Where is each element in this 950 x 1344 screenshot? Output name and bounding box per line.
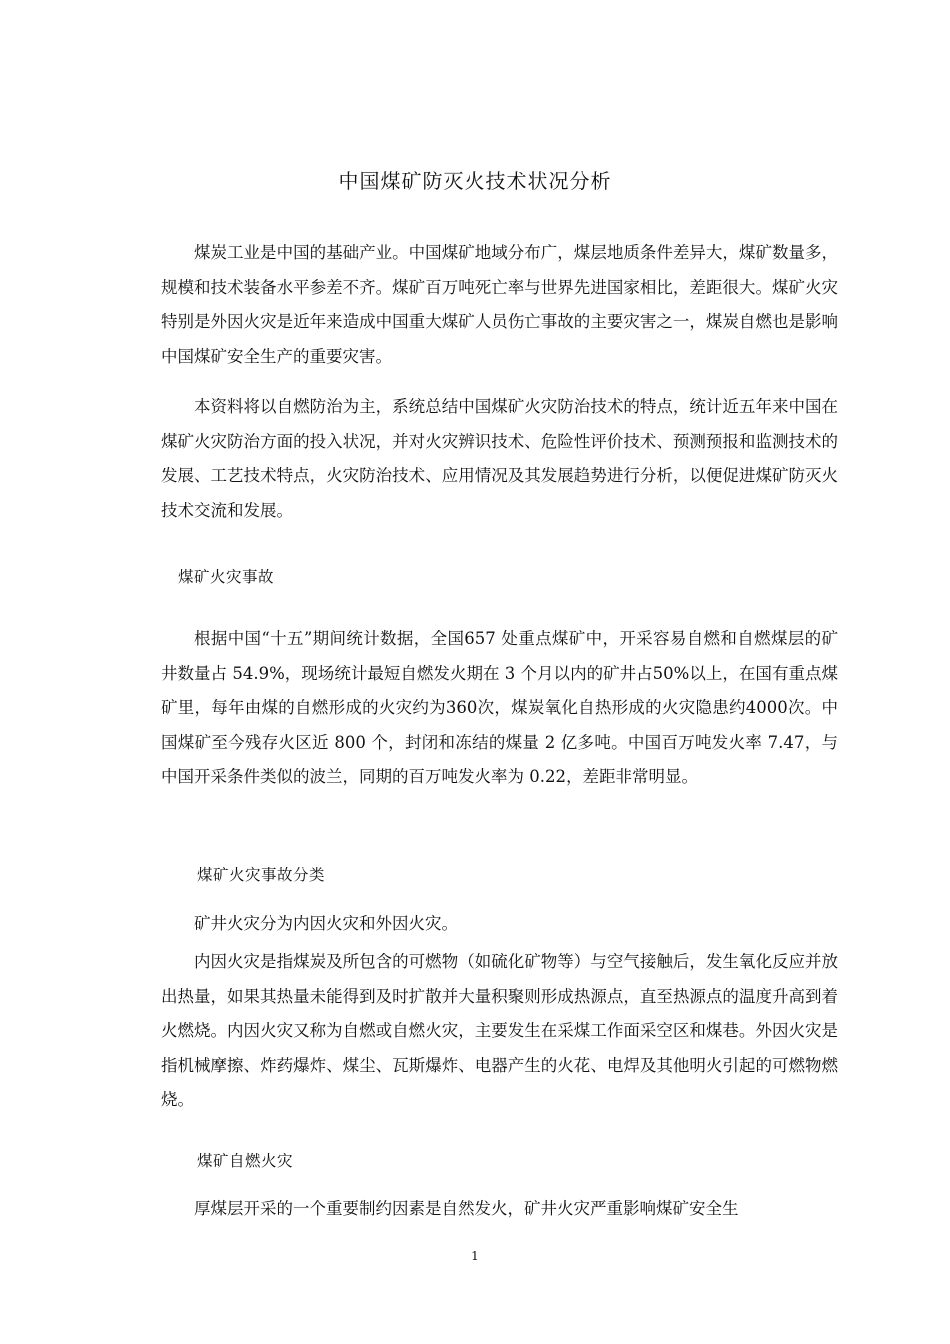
subsection-heading-spontaneous-combustion: 煤矿自燃火灾	[197, 1152, 294, 1170]
intro-paragraph-1: 煤炭工业是中国的基础产业。中国煤矿地域分布广，煤层地质条件差异大，煤矿数量多，规模和技术装备水平参差不齐。煤矿百万吨死亡率与世界先进国家相比，差距很大。煤矿火灾特别是外因火灾是近年来造成中国重大煤矿人员伤亡事故的主要灾害之一，煤炭自燃也是影响中国煤矿安全生产的重要灾害。	[161, 243, 838, 366]
document-title: 中国煤矿防灭火技术状况分析	[338, 169, 612, 193]
section-heading-fire-accidents: 煤矿火灾事故	[178, 568, 275, 586]
classification-paragraph-2: 内因火灾是指煤炭及所包含的可燃物（如硫化矿物等）与空气接触后，发生氧化反应并放出热量，如果其热量未能得到及时扩散并大量积聚则形成热源点，直至热源点的温度升高到着火燃烧。内因火灾又称为自燃或自燃火灾，主要发生在采煤工作面采空区和煤巷。外因火灾是指机械摩擦、炸药爆炸、煤尘、瓦斯爆炸、电器产生的火花、电焊及其他明火引起的可燃物燃烧。	[161, 952, 838, 1109]
section-paragraph-fire-accidents: 根据中国“十五”期间统计数据，全国657 处重点煤矿中，开采容易自燃和自燃煤层的矿井数量占 54.9%，现场统计最短自燃发火期在 3 个月以内的矿井占50%以上，在国有重点煤矿里，每年由煤的自燃形成的火灾约为360次，煤炭氧化自热形成的火灾隐患约4000次。中国煤矿至今残存火区近 800 个，封闭和冻结的煤量 2 亿多吨。中国百万吨发火率 7.47，与中国开采条件类似的波兰，同期的百万吨发火率为 0.22，差距非常明显。	[161, 629, 838, 786]
spontaneous-combustion-paragraph: 厚煤层开采的一个重要制约因素是自然发火，矿井火灾严重影响煤矿安全生	[194, 1199, 739, 1218]
subsection-heading-classification: 煤矿火灾事故分类	[197, 866, 326, 884]
classification-paragraph-1: 矿井火灾分为内因火灾和外因火灾。	[194, 914, 458, 933]
page-number: 1	[471, 1249, 479, 1263]
intro-paragraph-2: 本资料将以自燃防治为主，系统总结中国煤矿火灾防治技术的特点，统计近五年来中国在煤矿火灾防治方面的投入状况，并对火灾辨识技术、危险性评价技术、预测预报和监测技术的发展、工艺技术特点，火灾防治技术、应用情况及其发展趋势进行分析，以便促进煤矿防灭火技术交流和发展。	[161, 397, 838, 520]
